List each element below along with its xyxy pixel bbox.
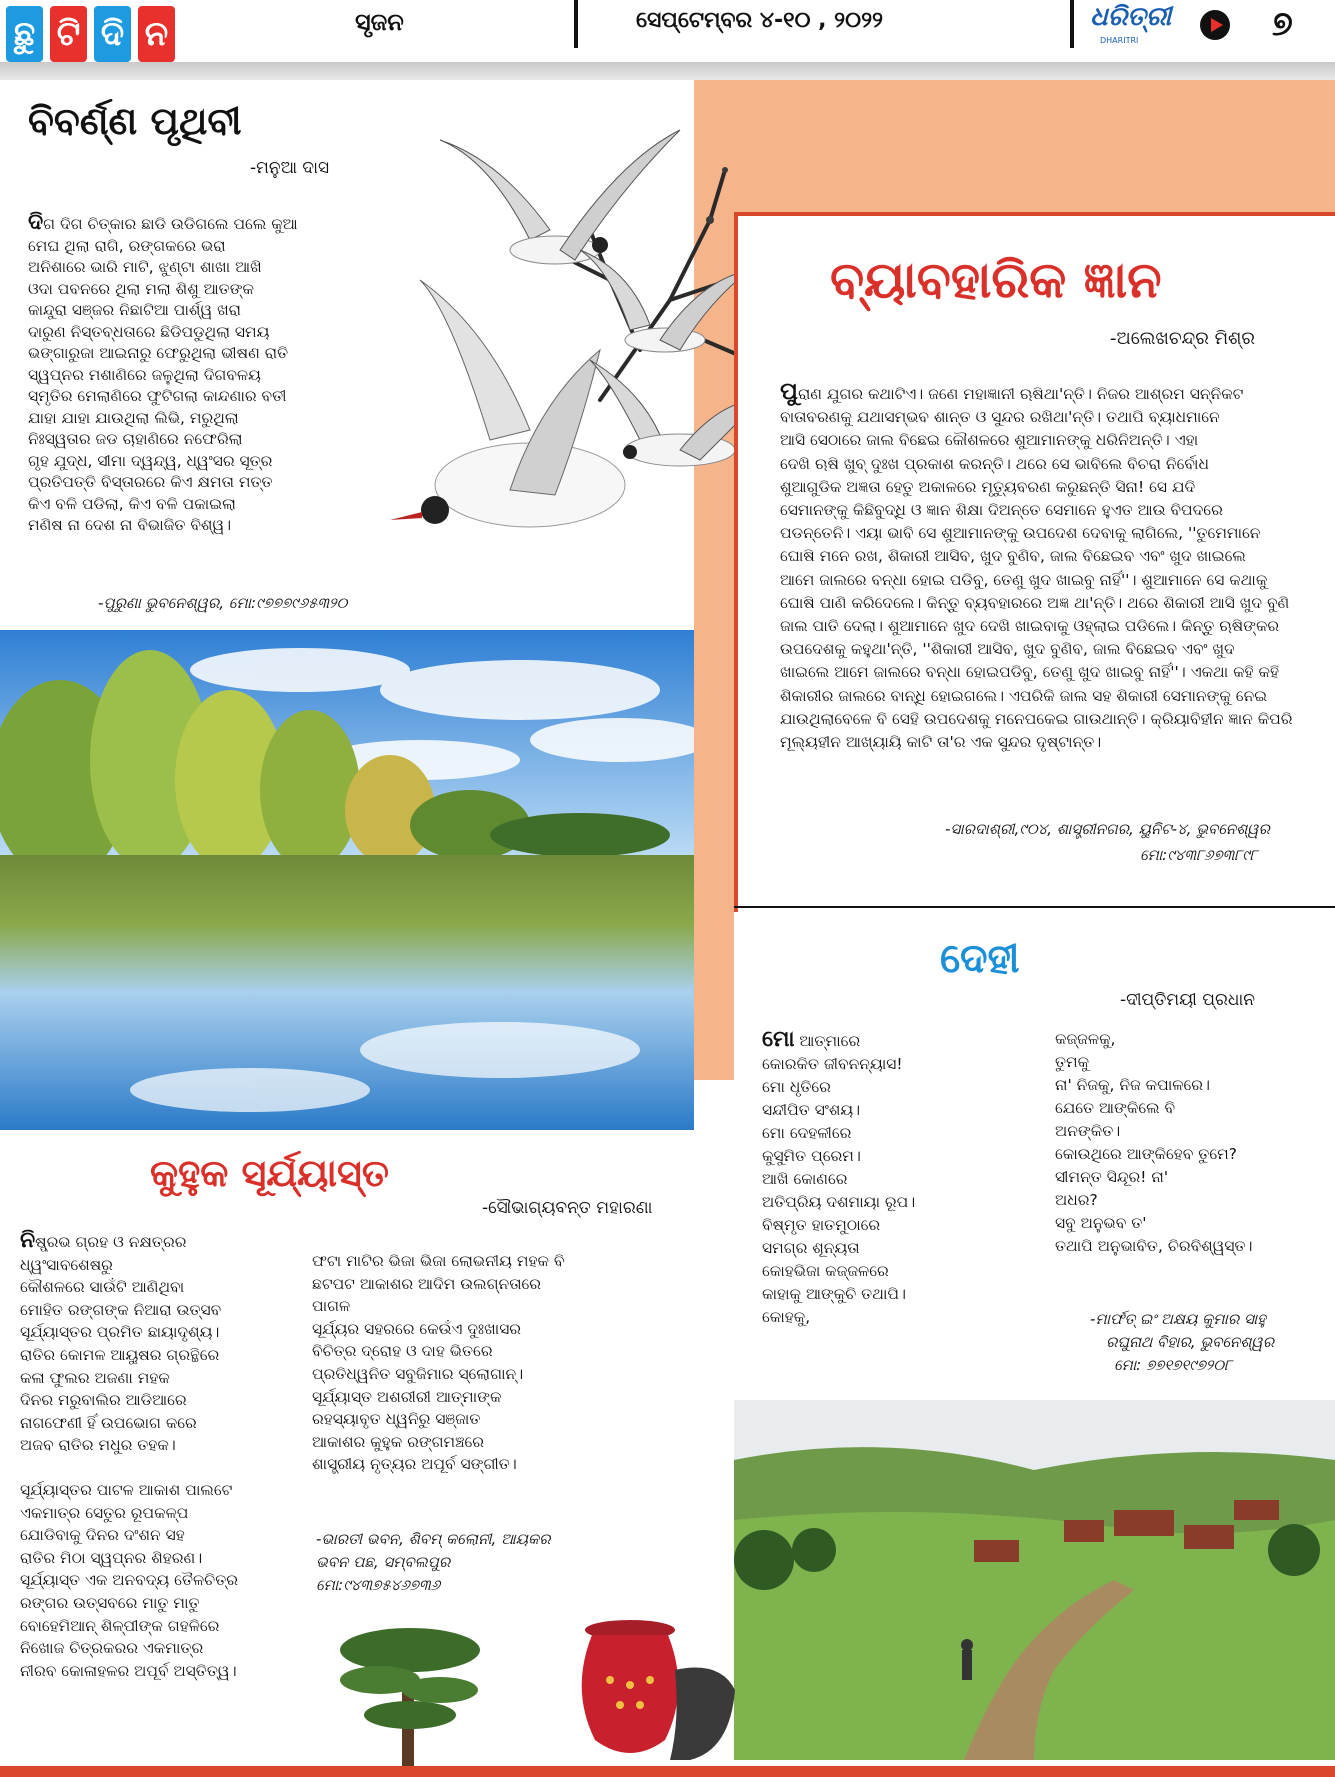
- poem-line: ପ୍ରତିଧ୍ୱନିତ ସବୁଜିମାର ସ୍ଲୋଗାନ୍।: [312, 1364, 524, 1383]
- poem-line: ମୋହିତ ରଙ୍ଗଙ୍କ ନିଆରା ଉତ୍ସବ: [20, 1300, 222, 1319]
- poem-line: ନିଃସ୍ୱତାର ଜଡ ଚାହାଣିରେ ନଫେରିଲା: [28, 430, 243, 448]
- poem-line: ତୁମକୁ: [1055, 1053, 1090, 1071]
- poem-title: କୁହୁକ ସୂର୍ଯ୍ୟାସ୍ତ: [150, 1150, 389, 1195]
- brand-logo: ଧରିତ୍ରୀ: [1090, 2, 1172, 32]
- page-header: [0, 0, 1335, 62]
- address-line: ଭବନ ପଛ, ସମ୍ବଲପୁର: [316, 1553, 451, 1571]
- poem-line-text: ଆତ୍ମାରେ: [794, 1032, 861, 1050]
- poem-address: [1090, 1308, 1274, 1377]
- poem-line: ନୀରବ କୋଳାହଳର ଅପୂର୍ବ ଅସ୍ତିତ୍ୱ।: [20, 1661, 237, 1680]
- article-line-text: ରାଣ ଯୁଗର କଥାଟିଏ। ଜଣେ ମହାଜ୍ଞାନୀ ଋଷିଥା'ନ୍ତି। ନିଜର ଆଶ୍ରମ ସନ୍ନିକଟ: [797, 385, 1244, 403]
- poem-line: ଅଜବ ରାତିର ମଧୁର ତହକ।: [20, 1436, 176, 1455]
- poem-line: କଳା ଫୁଲର ଅଜଣା ମହକ: [20, 1368, 170, 1387]
- poem-line: କାହାକୁ ଆଙ୍କୁଚି ତଥାପି।: [762, 1285, 906, 1303]
- poem-line: ଯାହା ଯାହା ଯାଉଥିଲା ଲିଭି, ମରୁଥିଲା: [28, 408, 239, 427]
- logo-letter-4: ନ: [138, 6, 175, 62]
- drop-cap: ଦି: [28, 210, 44, 235]
- play-icon: [1200, 10, 1230, 40]
- poem-line: ସୂର୍ଯ୍ୟାସ୍ତ ଏକ ଅନବଦ୍ୟ ତୈଳଚିତ୍ର: [20, 1571, 239, 1590]
- article-line: ଉପଦେଶକୁ କହୁଥା'ନ୍ତି, ''ଶିକାରୀ ଆସିବ, ଖୁଦ ବୁଣିବ, ଜାଲ ବିଛେଇବ ଏବଂ ଖୁଦ: [780, 640, 1235, 659]
- poem-column-1: [20, 1230, 320, 1682]
- header-divider: [1070, 0, 1074, 48]
- lake-landscape-photo: [0, 630, 694, 1130]
- poem-line: ଅନଙ୍କିତ।: [1055, 1122, 1121, 1140]
- poem-line: କୋହଭିଜା କଜ୍ଜଳରେ: [762, 1262, 889, 1280]
- header-band: [0, 62, 1335, 80]
- header-divider: [574, 0, 578, 48]
- poem-line: [762, 1028, 1032, 1053]
- poem-line: ଏକମାତ୍ର ସେତୁର ରୂପକଳ୍ପ: [20, 1503, 189, 1522]
- poem-column-1: [762, 1028, 1032, 1329]
- article-author: -ଅଲେଖଚନ୍ଦ୍ର ମିଶ୍ର: [1110, 328, 1256, 349]
- poem-line: ପାଗଳ: [312, 1297, 351, 1316]
- address-line: ମୋ: ୭୭୧୭୧୯୭୨୦୮: [1114, 1356, 1232, 1374]
- poem-line: ନିଖୋଜ ଚିତ୍ରକରର ଏକମାତ୍ର: [20, 1639, 204, 1658]
- address-line: ମୋ:୯୪୩୭୫୪୬୭୩୬: [316, 1576, 441, 1594]
- poem-line: ଦାରୁଣ ନିସ୍ତବ୍ଧତାରେ ଛିଡିପଡୁଥିଲା ସମୟ: [28, 322, 270, 341]
- article-line: ଦେଖି ଋଷି ଖୁବ୍ ଦୁଃଖ ପ୍ରକାଶ କରନ୍ତି। ଥରେ ସେ ଭାବିଲେ ବିଚରା ନିର୍ବୋଧ: [780, 454, 1209, 473]
- poem-line: କୋଉଥିରେ ଆଙ୍କିହେବ ତୁମେ?: [1055, 1145, 1237, 1163]
- poem-line: ତଥାପି ଅନୁଭାବିତ, ଚିରବିଶ୍ୱସ୍ତ।: [1055, 1237, 1253, 1255]
- address-line: ରଘୁନାଥ ବିହାର, ଭୁବନେଶ୍ୱର: [1106, 1333, 1275, 1351]
- poem-line: ଗୃହ ଯୁଦ୍ଧ, ସୀମା ଦ୍ୱନ୍ଦ୍ୱ, ଧ୍ୱଂସର ସୂତ୍ର: [28, 451, 273, 470]
- poem-line: କୋହକୁ,: [762, 1308, 811, 1326]
- poem-line: ରହସ୍ୟାବୃତ ଧ୍ୱନିରୁ ସଞ୍ଜାତ: [312, 1410, 481, 1429]
- poem-line: ବିଚିତ୍ର ଦ୍ରୋହ ଓ ଦାହ ଭିତରେ: [312, 1342, 493, 1361]
- poem-line: ଆଖି କୋଣରେ: [762, 1170, 848, 1188]
- poem-line: ମେଘ ଥିଲା ରାଗି, ରଙ୍ଗକରେ ଭରା: [28, 236, 226, 255]
- poem-line: କଜ୍ଜଳକୁ,: [1055, 1030, 1116, 1048]
- hill-village-photo: [734, 1400, 1335, 1760]
- footer-bar: [0, 1766, 1335, 1777]
- poem-line: ଛଟପଟ ଆକାଶର ଆଦିମ ଉଲଗ୍ନତାରେ: [312, 1274, 542, 1293]
- poem-line: ସୂର୍ଯ୍ୟାସ୍ତର ପ୍ରମିତ ଛାୟାଦୃଶ୍ୟ।: [20, 1323, 220, 1342]
- poem-line: ସୂର୍ଯ୍ୟାସ୍ତର ପାଟଳ ଆକାଶ ପାଲଟେ: [20, 1480, 233, 1499]
- logo-letter-1: ଛୁ: [6, 6, 43, 62]
- stanza-break: [20, 1457, 320, 1479]
- poem-line: ମଣିଷ ନା ଦେଶ ନା ବିଭାଜିତ ବିଶ୍ୱ।: [28, 516, 232, 534]
- article-body: [780, 377, 1310, 754]
- poem-line: ବିଷ୍ମୃତ ହାତମୁଠାରେ: [762, 1216, 881, 1234]
- poem-line-text: ଗ ଦିଗ ଚିତ୍କାର ଛାଡି ଉଡିଗଲେ ପଲେ କୁଆ: [43, 215, 298, 233]
- poem-line: କୁସୁମିତ ପ୍ରେମ।: [762, 1147, 861, 1165]
- poem-line: ସମଗ୍ର ଶୂନ୍ୟତା: [762, 1239, 860, 1257]
- poem-author: -ସୌଭାଗ୍ୟବନ୍ତ ମହାରଣା: [482, 1198, 653, 1218]
- poem-line: [28, 212, 388, 236]
- poem-line: କୋରକିତ ଜୀବନନ୍ୟାସ!: [762, 1055, 903, 1073]
- poem-address: [316, 1528, 550, 1597]
- poem-line: ସୀମନ୍ତ ସିନ୍ଦୂର! ନା': [1055, 1168, 1169, 1186]
- poem-title: ଦେହୀ: [940, 935, 1020, 982]
- flying-birds-illustration: [380, 100, 780, 640]
- poem-line: କିଏ ବଳି ପଡିଲା, କିଏ ବଳି ପକାଇଲା: [28, 494, 236, 513]
- article-title: ବ୍ୟାବହାରିକ ଜ୍ଞାନ: [830, 250, 1162, 309]
- logo-letter-2: ଟି: [50, 6, 87, 62]
- address-line: -ଭାରତୀ ଭବନ, ଶିବମ୍ କଲୋନୀ, ଆୟକର: [316, 1530, 551, 1548]
- section-name: ସୃଜନ: [355, 8, 404, 36]
- poem-line-text: ଷ୍ପ୍ରଭ ଗ୍ରହ ଓ ନକ୍ଷତ୍ରର: [35, 1233, 187, 1251]
- drop-cap: ପୁ: [780, 377, 798, 405]
- article-line: ଆସି ସେଠାରେ ଜାଲ ବିଛେଇ କୌଶଳରେ ଶୁଆମାନଙ୍କୁ ଧରିନିଅନ୍ତି। ଏହା: [780, 431, 1199, 450]
- article-line: ବାତାବରଣକୁ ଯଥାସମ୍ଭବ ଶାନ୍ତ ଓ ସୁନ୍ଦର ରଖିଥା'ନ୍ତି। ତଥାପି ବ୍ୟାଧମାନେ: [780, 408, 1220, 427]
- poem-line: ମୋ ଦେହଳୀରେ: [762, 1124, 852, 1142]
- poem-line: ଓଦା ପବନରେ ଥିଲା ମଲା ଶିଶୁ ଆତଙ୍କ: [28, 279, 254, 298]
- brand-subtitle: DHARITRI: [1100, 36, 1139, 45]
- article-line: ଆମେ ଜାଲରେ ବନ୍ଧା ହୋଇ ପଡିବୁ, ତେଣୁ ଖୁଦ ଖାଇବୁ ନାହିଁ''। ଶୁଆମାନେ ସେ କଥାକୁ: [780, 570, 1268, 589]
- poem-line: ଯେତେ ଆଙ୍କିଲେ ବି: [1055, 1099, 1176, 1117]
- article-line: ମୂଲ୍ୟହୀନ ଆଖ୍ୟାୟି କାଟି ତା'ର ଏକ ସୁନ୍ଦର ଦୃଷ୍ଟାନ୍ତ।: [780, 733, 1102, 752]
- article-line: ଶିକାରୀର ଜାଲରେ ବାନ୍ଧି ହୋଇଗଲେ। ଏପରିକି ଜାଲ ସହ ଶିକାରୀ ସେମାନଙ୍କୁ ନେଇ: [780, 686, 1268, 705]
- poem-line: ନା' ନିଜକୁ, ନିଜ କପାଳରେ।: [1055, 1076, 1210, 1094]
- article-line: ଶୁଆଗୁଡିକ ଅଜ୍ଞତା ହେତୁ ଅକାଳରେ ମୃତ୍ୟୁବରଣ କରୁଛନ୍ତି ସିନା! ସେ ଯଦି: [780, 477, 1196, 496]
- poem-line: ମୋ ଧୃତିରେ: [762, 1078, 831, 1096]
- poem-line: ଧ୍ୱଂସାବଶେଷରୁ: [20, 1255, 113, 1274]
- article-line: ପଡନ୍ତେନି। ଏୟା ଭାବି ସେ ଶୁଆମାନଙ୍କୁ ଉପଦେଶ ଦେବାକୁ ଲାଗିଲେ, ''ତୁମେମାନେ: [780, 524, 1261, 543]
- poem-author: -ମନୁଆ ଦାସ: [250, 158, 330, 178]
- article-line: ଯାଉଥିଲାବେଳେ ବି ସେହି ଉପଦେଶକୁ ମନେପକେଇ ଗାଉଥାନ୍ତି। କ୍ରିୟାବିହୀନ ଜ୍ଞାନ କିପରି: [780, 709, 1293, 728]
- poem-title: ବିବର୍ଣ୍ଣ ପୃଥିବୀ: [28, 98, 242, 143]
- poem-line: ସୂର୍ଯ୍ୟର ସହରରେ କେଉଁଏ ଦୁଃଖାସର: [312, 1319, 522, 1338]
- poem-column-2: [1055, 1028, 1325, 1258]
- address-line: -ମାର୍ଫତ୍ ଇଂ ଅକ୍ଷୟ କୁମାର ସାହୁ: [1090, 1310, 1266, 1328]
- poem-line: ରାତିର କୋମଳ ଆୟୁଷର ଗ୍ରନ୍ଥିରେ: [20, 1345, 220, 1364]
- poem-line: ଅନିଶାରେ ଭାରି ମାଟି, ଝୁଣ୍ଟା ଶାଖା ଆଖି: [28, 258, 262, 276]
- article-phone: ମୋ:୯୪୩୮୬୭୩୮୯୮: [1140, 846, 1258, 864]
- poem-line: ଶାସ୍ତ୍ରୀୟ ନୃତ୍ୟର ଅପୂର୍ବ ସଙ୍ଗୀତ।: [312, 1455, 517, 1474]
- article-line: [780, 377, 1310, 406]
- poem-line: ରାତିର ମିଠା ସ୍ୱପ୍ନର ଶିହରଣ।: [20, 1548, 203, 1567]
- poem-line: ଅଧର?: [1055, 1191, 1098, 1209]
- orange-panel: [694, 80, 1335, 220]
- poem-column-2: [312, 1250, 642, 1476]
- poem-line: ସ୍ମୃତିର ମେଲାଣିରେ ଫୁଟିଗଲା କାନ୍ଦଣାର ବତୀ: [28, 387, 287, 405]
- article-line: ସେମାନଙ୍କୁ କିଛିବୁଦ୍ଧି ଓ ଜ୍ଞାନ ଶିକ୍ଷା ଦିଅନ୍ତେ ସେମାନେ ହୁଏତ ଆଉ ବିପଦରେ: [780, 501, 1223, 520]
- bonsai-tree-illustration: [330, 1600, 490, 1766]
- poem-body: [28, 212, 388, 537]
- poem-line: ଦିନର ମରୁବାଲିର ଆଡିଆରେ: [20, 1391, 187, 1410]
- poem-line: ସୂର୍ଯ୍ୟାସ୍ତ ଅଶରୀରୀ ଆତ୍ମାଙ୍କ: [312, 1387, 502, 1406]
- poem-line: ସ୍ୱପ୍ନର ମଶାଣିରେ ଜଳୁଥିଲା ଦିଗବଳୟ: [28, 365, 261, 384]
- poem-line: ରଙ୍ଗର ଉତ୍ସବରେ ମାତୁ ମାତୁ: [20, 1593, 200, 1612]
- decorative-pot-illustration: [570, 1610, 740, 1766]
- poem-line: ନାଗଫେଣୀ ହିଁ ଉପଭୋଗ କରେ: [20, 1413, 197, 1432]
- poem-line: ଅତିପ୍ରିୟ ଦଶମାୟା ରୂପ।: [762, 1193, 916, 1211]
- article-line: ଜାଲ ପାତି ଦେଲା। ଶୁଆମାନେ ଖୁଦ ଦେଖି ଖାଇବାକୁ ଓହ୍ଲାଇ ପଡିଲେ। କିନ୍ତୁ ଋଷିଙ୍କର: [780, 617, 1280, 636]
- poem-line: ସବୁ ଅନୁଭବ ତ': [1055, 1214, 1147, 1232]
- poem-line: ପ୍ରତିପତ୍ତି ବିସ୍ତାରରେ କିଏ କ୍ଷମତା ମତ୍ତ: [28, 473, 273, 491]
- poem-line: କୌଶଳରେ ସାଉଁଟି ଆଣିଥିବା: [20, 1278, 185, 1297]
- poem-line: ଭଙ୍ଗାରୁଜା ଆଇନାରୁ ଫେରୁଥିଲା ଭୀଷଣ ରାତି: [28, 344, 289, 362]
- logo-letter-3: ଦି: [94, 6, 131, 62]
- poem-line: [20, 1230, 320, 1254]
- article-line: ଘୋଷି ପାଣି କରିଦେଲେ। କିନ୍ତୁ ବ୍ୟବହାରରେ ଅଜ୍ଞ ଥା'ନ୍ତି। ଥରେ ଶିକାରୀ ଆସି ଖୁଦ ବୁଣି: [780, 593, 1290, 612]
- poem-author: -ଦୀପ୍ତିମୟୀ ପ୍ରଧାନ: [1120, 990, 1255, 1010]
- article-line: ଘୋଷି ମନେ ରଖ, ଶିକାରୀ ଆସିବ, ଖୁଦ ବୁଣିବ, ଜାଲ ବିଛେଇବ ଏବଂ ଖୁଦ ଖାଇଲେ: [780, 547, 1246, 566]
- drop-cap: ନି: [20, 1228, 36, 1253]
- article-line: ଖାଇଲେ ଆମେ ଜାଲରେ ବନ୍ଧା ହୋଇପଡିବୁ, ତେଣୁ ଖୁଦ ଖାଇବୁ ନାହିଁ''। ଏକଥା କହି କହି: [780, 663, 1280, 682]
- poem-line: ଯୋଡିବାକୁ ଦିନର ଦଂଶନ ସହ: [20, 1526, 185, 1545]
- poem-address: -ପୁରୁଣା ଭୁବନେଶ୍ୱର, ମୋ:୯୭୭୭୯୬୫୩୨୦: [98, 594, 348, 612]
- section-divider: [734, 906, 1335, 908]
- poem-line: ଆକାଶର କୁହୁକ ରଙ୍ଗମଞ୍ଚରେ: [312, 1432, 485, 1451]
- drop-cap: ମୋ: [762, 1027, 795, 1052]
- article-address: -ସାରଦାଶ୍ରୀ,୯୦୪, ଶାସ୍ତ୍ରୀନଗର, ୟୁନିଟ-୪, ଭୁବନେଶ୍ୱର: [945, 820, 1270, 838]
- page-number: ୭: [1272, 4, 1293, 44]
- poem-line: ଫଟା ମାଟିର ଭିଜା ଭିଜା ଲୋଭନୀୟ ମହକ ବି: [312, 1252, 565, 1270]
- issue-date: ସେପ୍ଟେମ୍ବର ୪-୧୦ , ୨୦୨୨: [636, 8, 883, 33]
- poem-line: ବୋହେମିଆନ୍ ଶିଳ୍ପୀଙ୍କ ଗହଳିରେ: [20, 1616, 220, 1635]
- poem-line: କାନ୍ଦୁରା ସଞ୍ଜର ନିଛାଟିଆ ପାର୍ଶ୍ୱ ଖରା: [28, 301, 242, 319]
- poem-line: ସନ୍ଦୀପିତ ସଂଶୟ।: [762, 1101, 861, 1119]
